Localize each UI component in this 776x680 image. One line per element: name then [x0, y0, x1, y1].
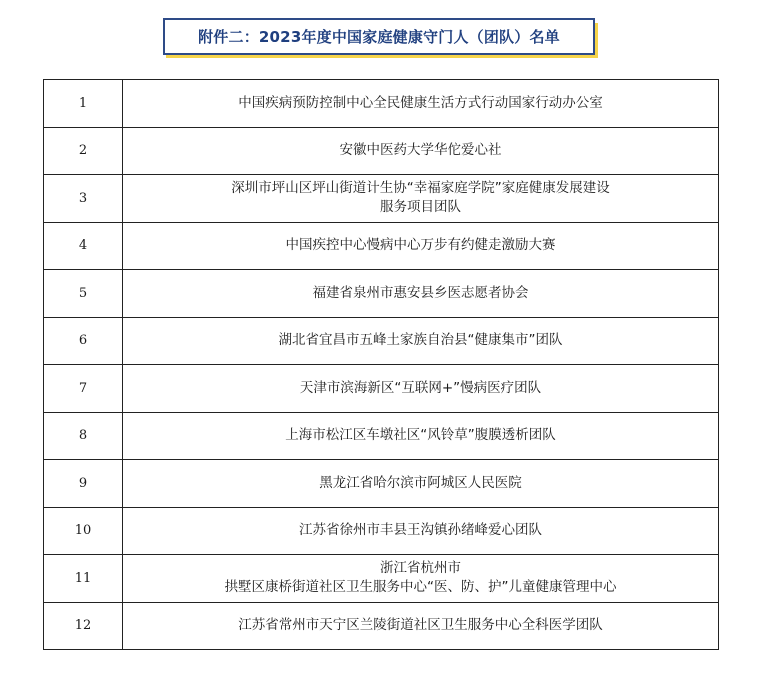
- team-name-cell: [123, 127, 719, 175]
- team-name-line: 江苏省常州市天宁区兰陵街道社区卫生服务中心全科医学团队: [238, 617, 603, 634]
- team-name-cell: [123, 317, 719, 365]
- team-name-cell: [123, 460, 719, 508]
- title-banner: [163, 18, 599, 58]
- team-name-line: 江苏省徐州市丰县王沟镇孙绪峰爱心团队: [299, 522, 542, 539]
- table-row: [44, 460, 719, 508]
- row-number-cell: 10: [44, 507, 123, 555]
- table-row: [44, 365, 719, 413]
- team-name-cell: [123, 175, 719, 223]
- row-number-cell: 1: [44, 80, 123, 128]
- team-name-cell: [123, 270, 719, 318]
- row-number-cell: 6: [44, 317, 123, 365]
- table-row: [44, 555, 719, 603]
- table-row: [44, 270, 719, 318]
- team-name-cell: [123, 507, 719, 555]
- team-name-line: 拱墅区康桥街道社区卫生服务中心“医、防、护”儿童健康管理中心: [224, 579, 617, 596]
- team-name-line: 天津市滨海新区“互联网+”慢病医疗团队: [299, 379, 542, 396]
- roster-table-body: [44, 80, 719, 650]
- team-name-cell: [123, 365, 719, 413]
- table-row: [44, 80, 719, 128]
- team-name-line: 湖北省宜昌市五峰土家族自治县“健康集市”团队: [278, 332, 563, 349]
- team-name-line: 黑龙江省哈尔滨市阿城区人民医院: [319, 474, 522, 491]
- team-name-cell: [123, 555, 719, 603]
- roster-table: [43, 79, 719, 650]
- table-row: [44, 507, 719, 555]
- table-row: [44, 602, 719, 650]
- team-name-cell: [123, 222, 719, 270]
- team-name-cell: [123, 602, 719, 650]
- row-number-cell: 3: [44, 175, 123, 223]
- row-number-cell: 8: [44, 412, 123, 460]
- team-name-line: 浙江省杭州市: [380, 560, 461, 577]
- row-number-cell: 11: [44, 555, 123, 603]
- page-title: 附件二：2023年度中国家庭健康守门人（团队）名单: [163, 18, 595, 55]
- team-name-line: 深圳市坪山区坪山街道计生协“幸福家庭学院”家庭健康发展建设: [231, 180, 610, 197]
- table-row: [44, 317, 719, 365]
- team-name-line: 服务项目团队: [380, 199, 461, 216]
- table-row: [44, 222, 719, 270]
- row-number-cell: 12: [44, 602, 123, 650]
- table-row: [44, 412, 719, 460]
- row-number-cell: 7: [44, 365, 123, 413]
- team-name-line: 中国疾病预防控制中心全民健康生活方式行动国家行动办公室: [238, 94, 603, 111]
- row-number-cell: 4: [44, 222, 123, 270]
- team-name-line: 中国疾控中心慢病中心万步有约健走激励大赛: [285, 237, 556, 254]
- row-number-cell: 9: [44, 460, 123, 508]
- table-row: [44, 127, 719, 175]
- team-name-cell: [123, 80, 719, 128]
- team-name-line: 福建省泉州市惠安县乡医志愿者协会: [312, 284, 529, 301]
- table-row: [44, 175, 719, 223]
- row-number-cell: 2: [44, 127, 123, 175]
- team-name-line: 安徽中医药大学华佗爱心社: [339, 142, 502, 159]
- team-name-cell: [123, 412, 719, 460]
- row-number-cell: 5: [44, 270, 123, 318]
- team-name-line: 上海市松江区车墩社区“风铃草”腹膜透析团队: [285, 427, 556, 444]
